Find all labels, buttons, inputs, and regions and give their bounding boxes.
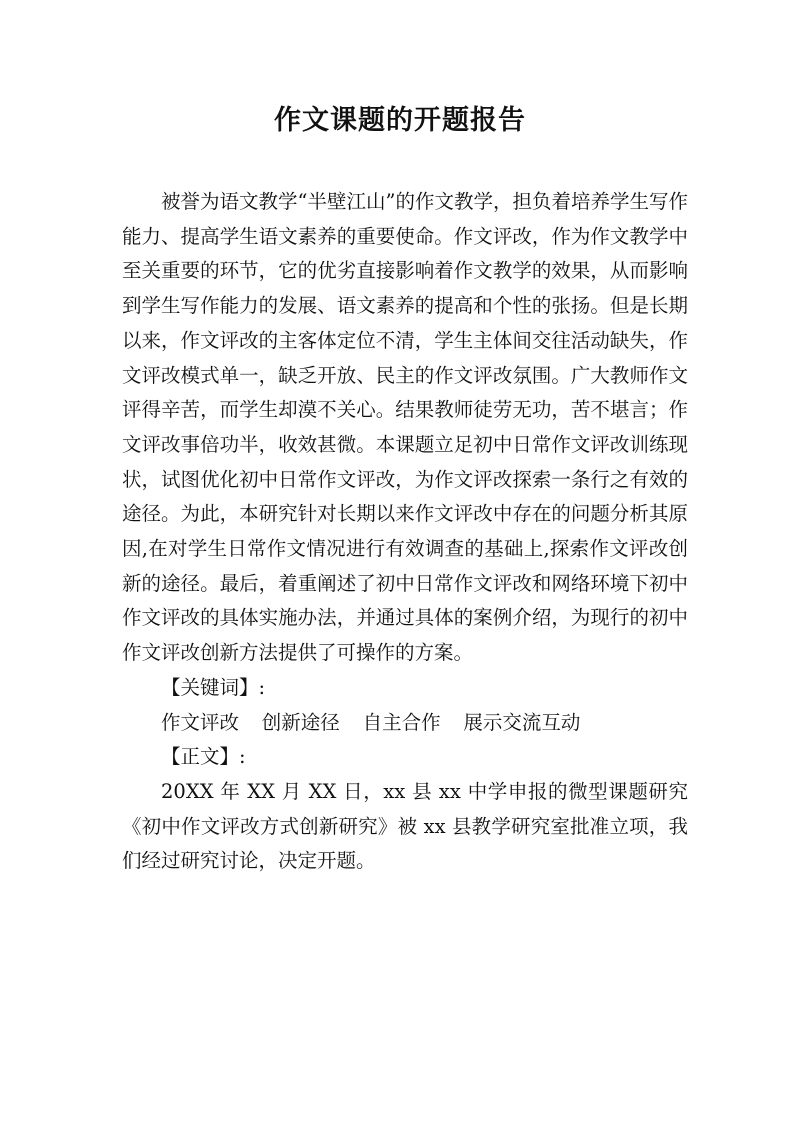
keyword-item: 创新途径 [261, 710, 340, 734]
abstract-paragraph: 被誉为语文教学“半壁江山”的作文教学，担负着培养学生写作能力、提高学生语文素养的重要使命。作文评改，作为作文教学中至关重要的环节，它的优劣直接影响着作文教学的效果，从而影响到学生写作能力的发展、语文素养的提高和个性的张扬。但是长期以来，作文评改的主客体定位不清，学生主体间交往活动缺失，作文评改模式单一，缺乏开放、民主的作文评改氛围。广大教师作文评得辛苦，而学生却漠不关心。结果教师徒劳无功，苦不堪言；作文评改事倍功半，收效甚微。本课题立足初中日常作文评改训练现状，试图优化初中日常作文评改，为作文评改探索一条行之有效的途径。为此，本研究针对长期以来作文评改中存在的问题分析其原因,在对学生日常作文情况进行有效调查的基础上,探索作文评改创新的途径。最后，着重阐述了初中日常作文评改和网络环境下初中作文评改的具体实施办法，并通过具体的案例介绍，为现行的初中作文评改创新方法提供了可操作的方案。 [122, 190, 688, 665]
body-paragraph: 20XX 年 XX 月 XX 日，xx 县 xx 中学申报的微型课题研究《初中作文评改方式创新研究》被 xx 县教学研究室批准立项，我们经过研究讨论，决定开题。 [122, 779, 688, 873]
document-body [122, 185, 688, 879]
document-title: 作文课题的开题报告 [274, 105, 526, 136]
keyword-item: 展示交流互动 [463, 710, 581, 734]
body-label: 【正文】: [161, 745, 246, 769]
keyword-item: 作文评改 [161, 710, 240, 734]
keywords-list [122, 706, 688, 741]
keyword-item: 自主合作 [362, 710, 441, 734]
keywords-label: 【关键词】: [161, 675, 266, 699]
